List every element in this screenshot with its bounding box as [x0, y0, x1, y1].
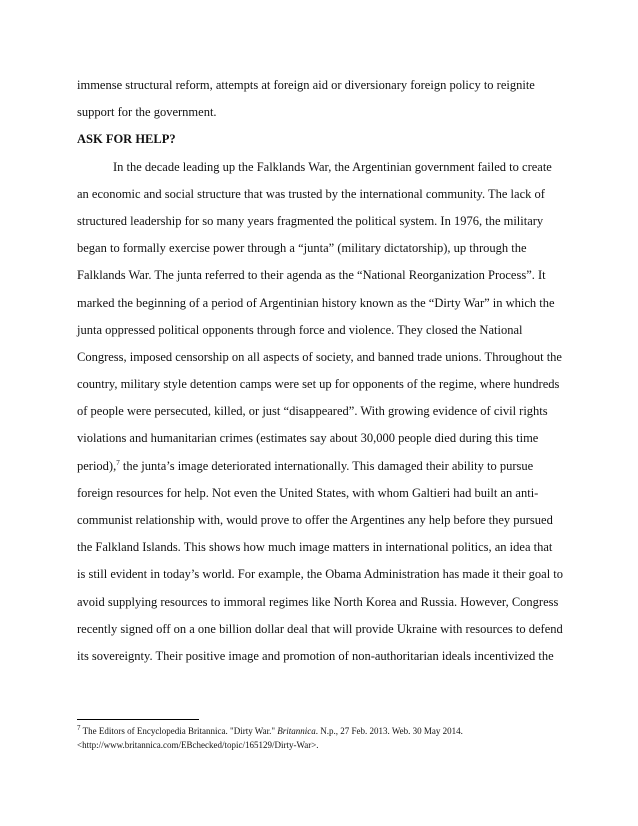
text-segment: the junta’s image deteriorated internationally. This damaged their ability to pursue [119, 458, 534, 473]
section-heading: ASK FOR HELP? [77, 132, 176, 147]
text-line: Congress, imposed censorship on all aspects of society, and banned trade unions. Throughout the [77, 349, 562, 364]
text-line: the Falkland Islands. This shows how much image matters in international politics, an idea that [77, 540, 553, 555]
footnote-url[interactable]: <http://www.britannica.com/EBchecked/topic/165129/Dirty-War>. [77, 740, 319, 750]
text-line: its sovereignty. Their positive image and promotion of non-authoritarian ideals incentivized the [77, 648, 554, 663]
text-line: support for the government. [77, 105, 217, 120]
text-line: country, military style detention camps were set up for opponents of the regime, where hundreds [77, 377, 560, 392]
text-line: is still evident in today’s world. For example, the Obama Administration has made it their goal to [77, 567, 564, 582]
footnote-reference[interactable]: 7 [116, 458, 120, 467]
footnote-number: 7 [77, 724, 81, 732]
footnote-publication: Britannica [277, 726, 316, 736]
footnote [77, 724, 573, 752]
text-line: communist relationship with, would prove to offer the Argentines any help before they pursued [77, 513, 553, 527]
text-line: recently signed off on a one billion dollar deal that will provide Ukraine with resources to defend [77, 621, 563, 636]
text-line: junta oppressed political opponents through force and violence. They closed the National [77, 322, 523, 337]
footnote-citation [77, 724, 573, 738]
body-text [77, 72, 573, 670]
text-line: began to formally exercise power through a “junta” (military dictatorship), up through the [77, 241, 527, 256]
text-line: In the decade leading up the Falklands War, the Argentinian government failed to create [113, 159, 552, 174]
text-line: avoid supplying resources to immoral regimes like North Korea and Russia. However, Congress [77, 594, 559, 609]
text-line: an economic and social structure that was trusted by the international community. The lack of [77, 186, 545, 201]
text-line: structured leadership for so many years fragmented the political system. In 1976, the military [77, 213, 544, 228]
footnote-text: . N.p., 27 Feb. 2013. Web. 30 May 2014. [315, 726, 463, 736]
text-segment: period), [77, 458, 117, 473]
text-line: Falklands War. The junta referred to their agenda as the “National Reorganization Process”. It [77, 268, 546, 283]
text-line: of people were persecuted, killed, or just “disappeared”. With growing evidence of civil rights [77, 404, 548, 419]
footnote-text: The Editors of Encyclopedia Britannica. "Dirty War." [80, 726, 278, 736]
footnote-separator [77, 719, 199, 720]
text-line: foreign resources for help. Not even the United States, with whom Galtieri had built an anti- [77, 485, 539, 500]
text-line: violations and humanitarian crimes (estimates say about 30,000 people died during this time [77, 431, 539, 446]
text-line: marked the beginning of a period of Argentinian history known as the “Dirty War” in which the [77, 295, 555, 310]
text-line: immense structural reform, attempts at foreign aid or diversionary foreign policy to reignite [77, 78, 535, 92]
text-line-with-footnote [77, 453, 573, 480]
